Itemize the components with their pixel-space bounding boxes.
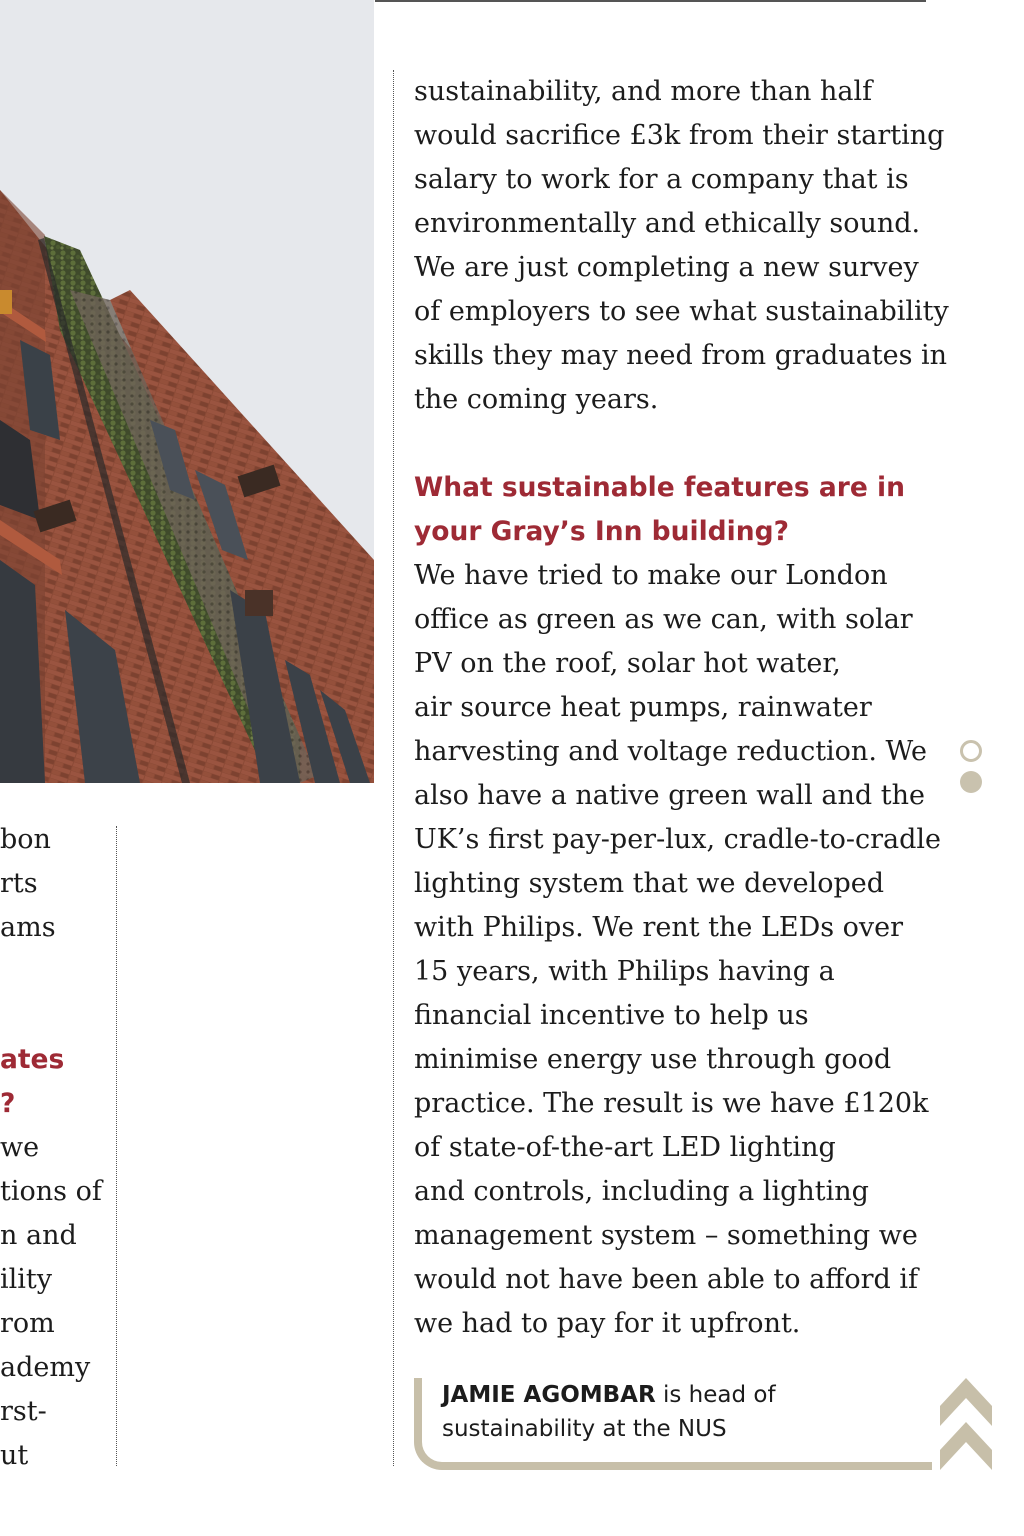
text-line: skills they may need from graduates in — [414, 340, 948, 371]
text-line: ademy — [0, 1352, 91, 1383]
back-to-top-button[interactable] — [938, 1376, 994, 1476]
text-line: also have a native green wall and the — [414, 780, 925, 811]
right-column-text — [414, 70, 974, 1346]
text-line: financial incentive to help us — [414, 1000, 809, 1031]
building-photo — [0, 0, 374, 783]
text-line: rst- — [0, 1396, 47, 1427]
text-line: would not have been able to afford if — [414, 1264, 919, 1295]
left-heading — [0, 1038, 110, 1126]
text-line: would sacrifice £3k from their starting — [414, 120, 945, 151]
left-paragraph-b — [0, 1126, 110, 1478]
text-line: ams — [0, 912, 56, 943]
text-line: we — [0, 1132, 40, 1163]
text-line: UK’s first pay-per-lux, cradle-to-cradle — [414, 824, 942, 855]
heading-line: ? — [0, 1088, 16, 1119]
bio-text — [442, 1378, 776, 1446]
text-line: the coming years. — [414, 384, 659, 415]
text-line: ut — [0, 1440, 29, 1471]
page-indicator — [960, 738, 986, 798]
right-column-rule — [393, 70, 394, 1466]
author-name: JAMIE AGOMBAR — [442, 1382, 656, 1408]
text-line: of state-of-the-art LED lighting — [414, 1132, 836, 1163]
text-line: 15 years, with Philips having a — [414, 956, 835, 987]
paragraph-survey — [414, 70, 974, 422]
text-line: minimise energy use through good — [414, 1044, 892, 1075]
text-line: of employers to see what sustainability — [414, 296, 949, 327]
text-line: air source heat pumps, rainwater — [414, 692, 872, 723]
text-line: PV on the roof, solar hot water, — [414, 648, 841, 679]
text-line: sustainability, and more than half — [414, 76, 873, 107]
text-line: environmentally and ethically sound. — [414, 208, 921, 239]
text-line: practice. The result is we have £120k — [414, 1088, 929, 1119]
question-heading — [414, 466, 974, 554]
bio-line — [442, 1378, 776, 1412]
text-line: with Philips. We rent the LEDs over — [414, 912, 904, 943]
text-line: We have tried to make our London — [414, 560, 888, 591]
heading-line: ates — [0, 1044, 65, 1075]
text-line: We are just completing a new survey — [414, 252, 919, 283]
left-column-rule — [116, 826, 117, 1466]
text-line: salary to work for a company that is — [414, 164, 909, 195]
top-rule — [375, 0, 926, 2]
left-paragraph-a — [0, 818, 110, 950]
text-line: office as green as we can, with solar — [414, 604, 913, 635]
bio-line: sustainability at the NUS — [442, 1416, 727, 1442]
text-line: tions of — [0, 1176, 102, 1207]
page-indicator-dot-icon[interactable] — [960, 740, 982, 762]
left-column-text — [0, 818, 110, 1478]
text-line: harvesting and voltage reduction. We — [414, 736, 928, 767]
text-line: rts — [0, 868, 38, 899]
text-line: rom — [0, 1308, 55, 1339]
chevron-up-icon — [938, 1376, 994, 1476]
author-role-start: is head of — [655, 1382, 776, 1408]
heading-line: What sustainable features are in — [414, 472, 905, 503]
paragraph-features — [414, 554, 974, 1346]
page-indicator-dot-active-icon[interactable] — [960, 771, 982, 793]
text-line: management system – something we — [414, 1220, 918, 1251]
text-line: lighting system that we developed — [414, 868, 885, 899]
text-line: and controls, including a lighting — [414, 1176, 869, 1207]
text-line: ility — [0, 1264, 53, 1295]
text-line: n and — [0, 1220, 77, 1251]
text-line: bon — [0, 824, 51, 855]
author-bio — [414, 1378, 926, 1466]
text-line: we had to pay for it upfront. — [414, 1308, 801, 1339]
heading-line: your Gray’s Inn building? — [414, 516, 789, 547]
